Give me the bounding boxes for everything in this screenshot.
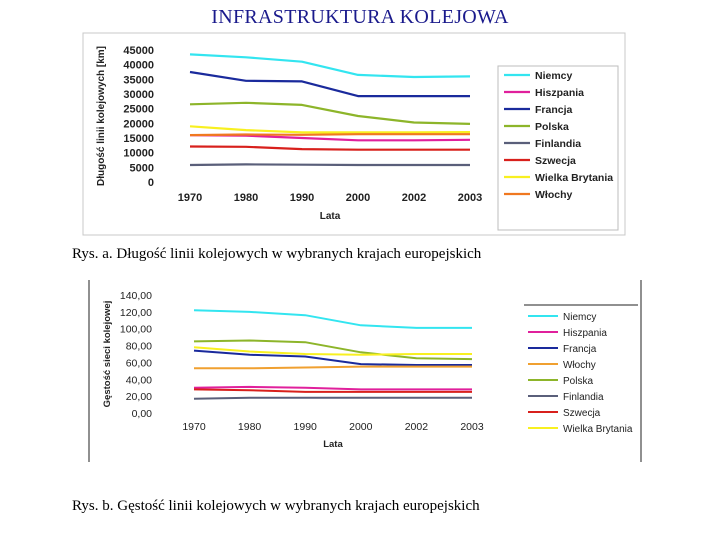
x-tick-label: 2002 (401, 192, 427, 204)
y-tick-label: 0 (147, 177, 154, 189)
x-axis-label: Lata (323, 439, 343, 450)
x-tick-label: 1970 (182, 421, 206, 433)
y-tick-label: 45000 (123, 45, 154, 57)
legend-label-niemcy: Niemcy (563, 312, 597, 323)
series-line-wlochy (194, 367, 472, 369)
y-tick-label: 20000 (123, 118, 154, 131)
y-tick-label: 60,00 (125, 357, 152, 370)
x-tick-label: 1970 (177, 192, 203, 204)
legend-label-polska: Polska (563, 376, 594, 387)
y-tick-label: 100,00 (119, 323, 152, 336)
y-axis-label: Długość linii kolejowych [km] (96, 45, 107, 187)
legend-label-niemcy: Niemcy (535, 70, 573, 82)
legend-label-wielka-brytania: Wielka Brytania (563, 424, 633, 435)
legend-label-wlochy: Włochy (535, 189, 573, 201)
y-tick-label: 35000 (123, 74, 154, 87)
caption-rail-density: Rys. b. Gęstość linii kolejowych w wybranych krajach europejskich (72, 498, 480, 514)
series-line-wlochy (190, 134, 470, 135)
y-tick-label: 25000 (123, 103, 154, 116)
rail-density-chart (88, 280, 648, 470)
y-tick-label: 0,00 (131, 408, 152, 420)
x-tick-label: 2003 (457, 192, 483, 204)
y-tick-label: 40,00 (125, 374, 152, 387)
x-tick-label: 2002 (404, 421, 429, 433)
x-tick-label: 2000 (349, 421, 373, 433)
legend-label-finlandia: Finlandia (563, 392, 604, 403)
legend-label-szwecja: Szwecja (535, 155, 576, 167)
x-tick-label: 1980 (233, 192, 259, 204)
x-tick-label: 1980 (237, 421, 262, 433)
y-tick-label: 10000 (123, 147, 154, 160)
y-tick-label: 140,00 (119, 290, 152, 302)
legend-label-francja: Francja (535, 104, 573, 116)
y-tick-label: 15000 (123, 133, 154, 145)
y-tick-label: 30000 (123, 89, 154, 101)
y-tick-label: 20,00 (125, 391, 152, 404)
slide-title: INFRASTRUKTURA KOLEJOWA (211, 6, 509, 28)
caption-rail-length: Rys. a. Długość linii kolejowych w wybranych krajach europejskich (72, 246, 482, 262)
x-axis-label: Lata (319, 211, 341, 222)
legend-label-francja: Francja (563, 344, 597, 355)
legend-label-polska: Polska (535, 121, 569, 133)
legend-label-wielka-brytania: Wielka Brytania (535, 172, 614, 184)
y-tick-label: 40000 (123, 59, 154, 72)
legend-label-finlandia: Finlandia (535, 138, 582, 150)
x-tick-label: 1990 (293, 421, 317, 433)
y-tick-label: 120,00 (119, 306, 152, 319)
legend-label-hiszpania: Hiszpania (535, 87, 585, 99)
y-tick-label: 5000 (129, 162, 154, 175)
x-tick-label: 2000 (345, 192, 371, 204)
legend-label-szwecja: Szwecja (563, 408, 601, 419)
y-tick-label: 80,00 (125, 340, 152, 353)
x-tick-label: 1990 (289, 192, 315, 204)
series-line-finlandia (194, 398, 472, 399)
legend-label-hiszpania: Hiszpania (563, 328, 607, 339)
y-axis-label: Gęstość sieci kolejowej (102, 300, 113, 408)
series-line-finlandia (190, 164, 470, 165)
legend-label-wlochy: Włochy (563, 360, 596, 371)
series-line-niemcy (194, 310, 472, 328)
x-tick-label: 2003 (460, 421, 484, 433)
rail-length-chart (82, 32, 627, 238)
